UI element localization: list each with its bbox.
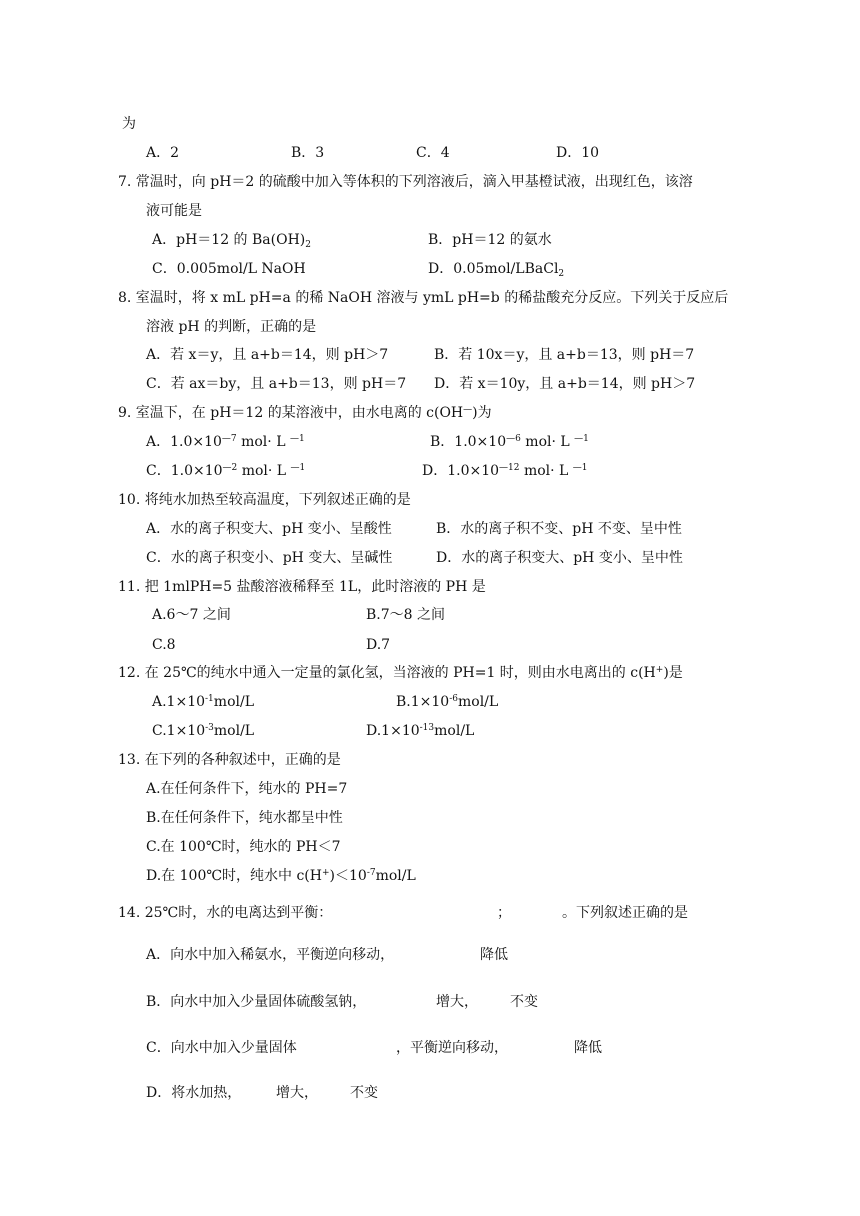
q13-stem: 13. 在下列的各种叙述中，正确的是: [118, 752, 341, 768]
q12-option-b: $B.1\times 10^{-6}mol/L$: [396, 694, 499, 710]
q7-option-d: D．0.05mol/LBaCl$_2$: [428, 261, 565, 279]
q13-option-c: C.在 100℃时，纯水的 PH＜7: [146, 839, 341, 855]
q11-option-c: C.8: [152, 637, 176, 653]
q11-option-b: B.7～8 之间: [366, 607, 446, 623]
q11-stem: 11. 把 1mlPH=5 盐酸溶液稀释至 1L，此时溶液的 PH 是: [118, 579, 486, 595]
q14-option-d-text: D．将水加热，: [146, 1085, 242, 1101]
q12-option-a: $A.1\times 10^{-1}mol/L$: [152, 694, 254, 710]
q9-option-b: B．$1.0\times 10^{—6}$ mol· L $^{—1}$: [430, 434, 589, 450]
q12-option-c: $C.1\times 10^{-3}mol/L$: [152, 723, 255, 739]
q7-stem-line1: 7. 常温时，向 pH＝2 的硫酸中加入等体积的下列溶液后，滴入甲基橙试液，出现红色，该溶: [118, 174, 693, 190]
q14-stem-part1: 14. 25℃时，水的电离达到平衡：: [118, 905, 333, 921]
q14-stem-part3: 。下列叙述正确的是: [562, 905, 688, 921]
q13-option-a: A.在任何条件下，纯水的 PH=7: [146, 781, 348, 797]
q14-option-b-result2: 不变: [510, 994, 538, 1010]
q10-stem: 10. 将纯水加热至较高温度，下列叙述正确的是: [118, 492, 411, 508]
q9-option-a: A．$1.0\times 10^{—7}$ mol· L $^{—1}$: [146, 434, 305, 450]
q8-option-c: C．若 ax＝by，且 a+b＝13，则 pH＝7: [146, 376, 407, 392]
q10-option-d: D．水的离子积变大、pH 变小、呈中性: [436, 550, 683, 566]
q14-option-d-result2: 不变: [350, 1085, 378, 1101]
q7-option-b: B．pH＝12 的氨水: [428, 232, 552, 248]
q13-option-b: B.在任何条件下，纯水都呈中性: [146, 810, 343, 826]
q11-option-d: D.7: [366, 637, 391, 653]
q10-option-b: B．水的离子积不变、pH 不变、呈中性: [436, 521, 682, 537]
q14-option-d-result1: 增大，: [276, 1085, 318, 1101]
q8-option-d: D．若 x＝10y，且 a+b＝14，则 pH＞7: [434, 376, 696, 392]
q12-stem: 12. 在 25℃的纯水中通入一定量的氯化氢，当溶液的 PH=1 时，则由水电离出的 c(H+)是: [118, 665, 683, 681]
q14-option-b-result1: 增大，: [436, 994, 478, 1010]
lead-in-text: 为: [122, 116, 136, 132]
q11-option-a: A.6～7 之间: [152, 607, 231, 623]
q6-option-c: C．4: [416, 145, 450, 161]
q14-option-b-text: B．向水中加入少量固体硫酸氢钠，: [146, 994, 367, 1010]
q7-option-a: A．pH＝12 的 $Ba(OH)_2$: [152, 232, 311, 250]
q13-option-d: D.在 100℃时，纯水中 $c(H^+)<10^{-7}mol/L$: [146, 868, 416, 884]
q9-option-d: D．$1.0\times 10^{—12}$ mol· L $^{—1}$: [422, 463, 588, 479]
q14-stem-part2: ；: [497, 905, 511, 921]
q8-option-b: B．若 10x＝y，且 a+b＝13，则 pH＝7: [434, 347, 695, 363]
q9-stem: 9. 室温下，在 pH＝12 的某溶液中，由水电离的 c(OH—)为: [118, 405, 492, 421]
q8-option-a: A．若 x＝y，且 a+b＝14，则 pH＞7: [146, 347, 389, 363]
q10-option-a: A．水的离子积变大、pH 变小、呈酸性: [146, 521, 392, 537]
q8-stem-line2: 溶液 pH 的判断，正确的是: [146, 319, 317, 335]
q6-option-a: A．2: [146, 145, 180, 161]
q10-option-c: C．水的离子积变小、pH 变大、呈碱性: [146, 550, 393, 566]
q7-option-c: C．0.005mol/L NaOH: [152, 261, 306, 277]
q14-option-c-text: C．向水中加入少量固体: [146, 1040, 297, 1056]
q9-option-c: C．$1.0\times 10^{—2}$ mol· L $^{—1}$: [146, 463, 306, 479]
q6-option-d: D．10: [556, 145, 600, 161]
q8-stem-line1: 8. 室温时，将 x mL pH=a 的稀 NaOH 溶液与 ymL pH=b 的稀盐酸充分反应。下列关于反应后: [118, 290, 729, 306]
q14-option-a-text: A．向水中加入稀氨水，平衡逆向移动，: [146, 947, 395, 963]
q6-option-b: B．3: [291, 145, 325, 161]
q14-option-c-mid: ，平衡逆向移动，: [396, 1040, 508, 1056]
q12-option-d: $D.1\times 10^{-13}mol/L$: [366, 723, 475, 739]
q7-stem-line2: 液可能是: [146, 203, 202, 219]
q14-option-a-result: 降低: [480, 947, 508, 963]
q14-option-c-result: 降低: [574, 1040, 602, 1056]
